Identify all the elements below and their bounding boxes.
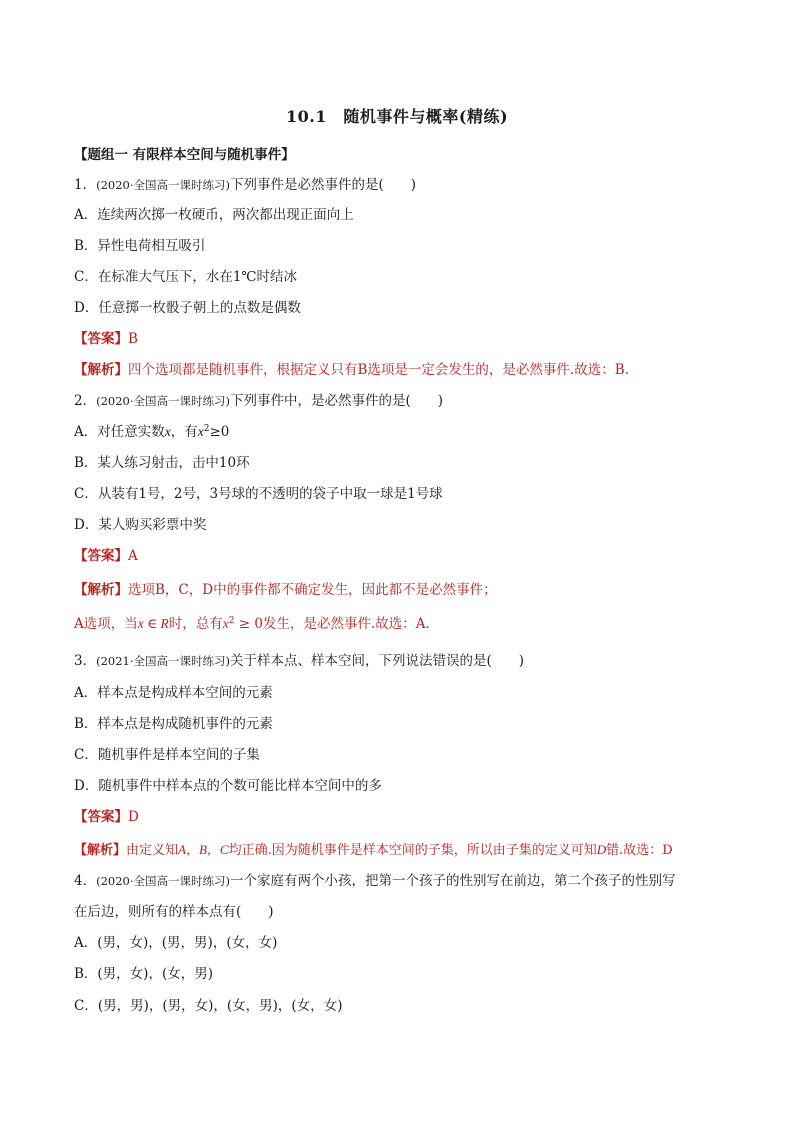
question-source: (2020·全国高一课时练习) [96, 874, 230, 888]
question-3-stem [74, 651, 524, 671]
question-number: 3． [74, 653, 97, 669]
q1-answer [74, 329, 138, 349]
answer-value: B [128, 331, 138, 347]
math-expr: x ∈ R [137, 616, 169, 631]
section-heading: 【题组一 有限样本空间与随机事件】 [74, 147, 295, 163]
math-exponent: 2 [228, 616, 235, 626]
analysis-text: 时，总有 [168, 616, 223, 632]
question-4-stem [74, 871, 676, 891]
analysis-text: 错.故选：D [606, 843, 673, 858]
q2-option-b: B．某人练习射击，击中10环 [74, 455, 250, 471]
answer-tag: 【答案】 [74, 809, 128, 825]
q2-analysis-line2 [74, 614, 430, 634]
question-1-stem [74, 175, 416, 195]
q3-option-c: C．随机事件是样本空间的子集 [74, 747, 260, 763]
analysis-text: A选项，当 [74, 616, 138, 632]
q2-answer [74, 546, 138, 566]
analysis-text: 均正确.因为随机事件是样本空间的子集，所以由子集的定义可知 [228, 843, 597, 858]
math-var: x [164, 424, 171, 439]
q1-option-b: B．异性电荷相互吸引 [74, 238, 206, 254]
q2-analysis [74, 580, 497, 600]
answer-value: A [128, 548, 138, 564]
q2-option-d: D．某人购买彩票中奖 [74, 517, 207, 533]
math-var: x [197, 424, 204, 439]
q3-option-b: B．样本点是构成随机事件的元素 [74, 716, 273, 732]
analysis-tag: 【解析】 [74, 843, 127, 858]
analysis-text: 四个选项都是随机事件，根据定义只有B选项是一定会发生的，是必然事件.故选：B. [128, 362, 629, 378]
math-var: x [222, 616, 229, 631]
answer-tag: 【答案】 [74, 548, 128, 564]
analysis-tag: 【解析】 [74, 362, 128, 378]
question-text: 一个家庭有两个小孩，把第一个孩子的性别写在前边，第二个孩子的性别写 [230, 873, 676, 889]
question-4-stem-line2: 在后边，则所有的样本点有( ) [74, 904, 274, 920]
answer-tag: 【答案】 [74, 331, 128, 347]
question-text: 下列事件中，是必然事件的是( ) [230, 393, 444, 409]
option-text: A．对任意实数 [74, 424, 165, 440]
option-text: ，有 [170, 424, 198, 440]
analysis-text: 由定义知 [126, 843, 179, 858]
analysis-tag: 【解析】 [74, 582, 128, 598]
q2-option-c: C．从装有1号，2号，3号球的不透明的袋子中取一球是1号球 [74, 486, 443, 502]
question-2-stem [74, 391, 443, 411]
question-text: 关于样本点、样本空间，下列说法错误的是( ) [230, 653, 525, 669]
question-source: (2020·全国高一课时练习) [96, 178, 230, 192]
q1-option-d: D．任意掷一枚骰子朝上的点数是偶数 [74, 300, 301, 316]
question-number: 2． [74, 393, 97, 409]
analysis-text: ≥ 0发生，是必然事件.故选：A. [234, 616, 430, 632]
q3-option-d: D．随机事件中样本点的个数可能比样本空间中的多 [74, 778, 382, 794]
q1-analysis [74, 360, 629, 380]
analysis-text: 选项B，C，D中的事件都不确定发生，因此都不是必然事件； [128, 582, 497, 598]
q2-option-a [74, 422, 229, 442]
q1-option-a: A．连续两次掷一枚硬币，两次都出现正面向上 [74, 207, 354, 223]
q3-analysis [74, 840, 673, 861]
q3-option-a: A．样本点是构成样本空间的元素 [74, 685, 273, 701]
math-exponent: 2 [203, 424, 210, 434]
answer-value: D [128, 809, 139, 825]
math-var: D [596, 842, 607, 857]
math-expr: A，B，C [178, 842, 229, 857]
q1-option-c: C．在标准大气压下，水在1℃时结冰 [74, 269, 298, 285]
question-number: 1． [74, 177, 97, 193]
page-title: 10.1 随机事件与概率(精练) [285, 107, 509, 126]
question-number: 4． [74, 873, 97, 889]
question-source: (2020·全国高一课时练习) [96, 394, 230, 408]
q4-option-a: A．(男，女)，(男，男)，(女，女) [74, 935, 278, 951]
option-text: ≥0 [209, 424, 230, 440]
question-source: (2021·全国高一课时练习) [96, 654, 230, 668]
question-text: 下列事件是必然事件的是( ) [230, 177, 417, 193]
q4-option-b: B．(男，女)，(女，男) [74, 966, 213, 982]
q4-option-c: C．(男，男)，(男，女)，(女，男)，(女，女) [74, 998, 343, 1014]
q3-answer [74, 807, 139, 827]
